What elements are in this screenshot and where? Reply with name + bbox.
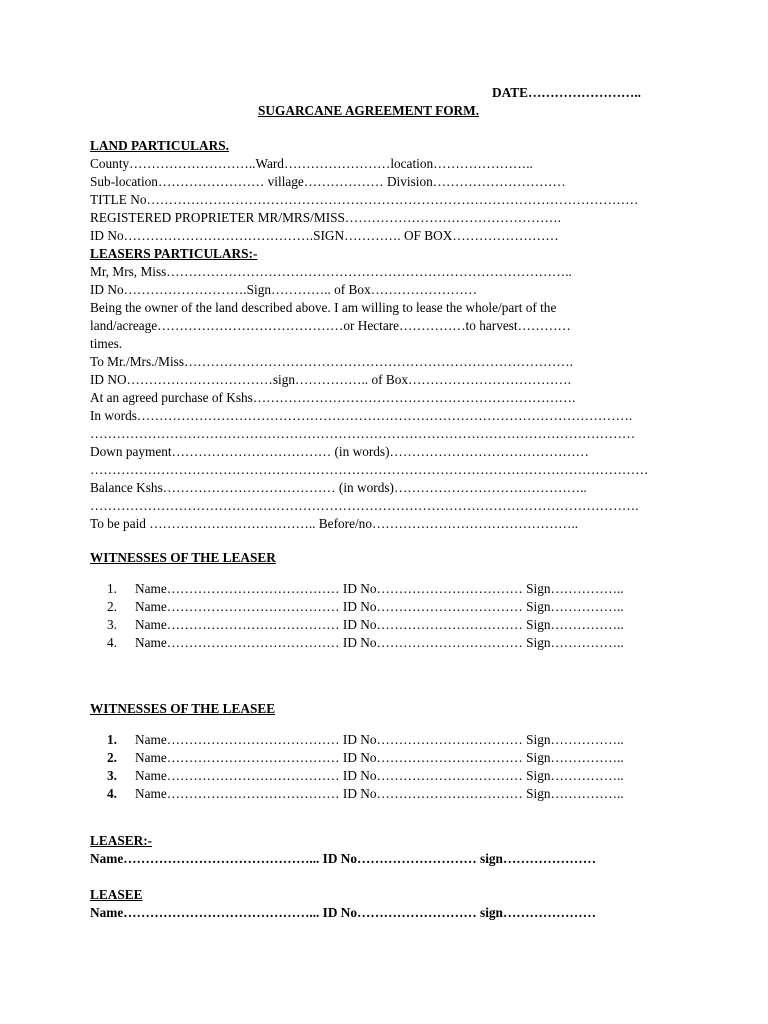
acreage-hectare-harvest-line: land/acreage……………………………………or Hectare……………to harvest…………	[90, 318, 571, 333]
leaser-signature-line: Name……………………………………... ID No……………………… sign…………………	[90, 851, 597, 866]
to-be-paid-line: To be paid ……………………………….. Before/no………………………………………..	[90, 516, 579, 531]
leasee-id-sign-box-line: ID NO……………………………sign…………….. of Box……………………………….	[90, 372, 571, 387]
agreed-purchase-line: At an agreed purchase of Kshs……………………………………………………………….	[90, 390, 576, 405]
in-words-line: In words………………………………………………………………………………………………….	[90, 408, 633, 423]
county-ward-location-line: County………………………..Ward……………………location…………………..	[90, 156, 533, 171]
registered-proprieter-line: REGISTERED PROPRIETER MR/MRS/MISS………………………………………….	[90, 210, 561, 225]
witness-leaser-row: 4. Name………………………………… ID No…………………………… Sign……………..	[107, 635, 624, 650]
leaser-id-sign-box-line: ID No……………………….Sign………….. of Box……………………	[90, 282, 478, 297]
leaser-heading: LEASER:-	[90, 833, 153, 848]
witness-leaser-row: 1. Name………………………………… ID No…………………………… Sign……………..	[107, 581, 624, 596]
date-field: DATE……………………..	[492, 85, 641, 100]
leaser-name-line: Mr, Mrs, Miss………………………………………………………………………………..	[90, 264, 572, 279]
witness-leasee-row: 2. Name………………………………… ID No…………………………… Sign……………..	[107, 750, 624, 765]
witness-leaser-row: 2. Name………………………………… ID No…………………………… Sign……………..	[107, 599, 624, 614]
leasers-particulars-heading: LEASERS PARTICULARS:-	[90, 246, 258, 261]
leasee-signature-line: Name……………………………………... ID No……………………… sign…………………	[90, 905, 597, 920]
witness-leasee-row: 1. Name………………………………… ID No…………………………… Sign……………..	[107, 732, 624, 747]
witnesses-leaser-heading: WITNESSES OF THE LEASER	[90, 550, 276, 565]
witness-leasee-row: 3. Name………………………………… ID No…………………………… Sign……………..	[107, 768, 624, 783]
witnesses-leasee-heading: WITNESSES OF THE LEASEE	[90, 701, 276, 716]
leasee-name-line: To Mr./Mrs./Miss…………………………………………………………………………….	[90, 354, 573, 369]
title-no-line: TITLE No…………………………………………………………………………………………………	[90, 192, 639, 207]
witness-leaser-row: 3. Name………………………………… ID No…………………………… Sign……………..	[107, 617, 624, 632]
witness-leasee-row: 4. Name………………………………… ID No…………………………… Sign……………..	[107, 786, 624, 801]
land-particulars-heading: LAND PARTICULARS.	[90, 138, 229, 153]
times-line: times.	[90, 336, 123, 351]
down-payment-line: Down payment……………………………… (in words)………………………………………	[90, 444, 589, 459]
balance-line: Balance Kshs………………………………… (in words)……………………………………..	[90, 480, 587, 495]
form-title: SUGARCANE AGREEMENT FORM.	[258, 103, 480, 118]
balance-continuation-line: …………………………………………………………………………………………………………….	[90, 498, 639, 513]
in-words-continuation-line: ……………………………………………………………………………………………………………	[90, 426, 636, 441]
proprieter-id-sign-box-line: ID No…………………………………….SIGN…………. OF BOX……………………	[90, 228, 559, 243]
owner-statement-line: Being the owner of the land described above. I am willing to lease the whole/part of the	[90, 300, 557, 315]
sublocation-village-division-line: Sub-location…………………… village……………… Division…………………………	[90, 174, 566, 189]
leasee-heading: LEASEE	[90, 887, 143, 902]
down-payment-continuation-line: ………………………………………………………………………………………………………………	[90, 462, 649, 477]
